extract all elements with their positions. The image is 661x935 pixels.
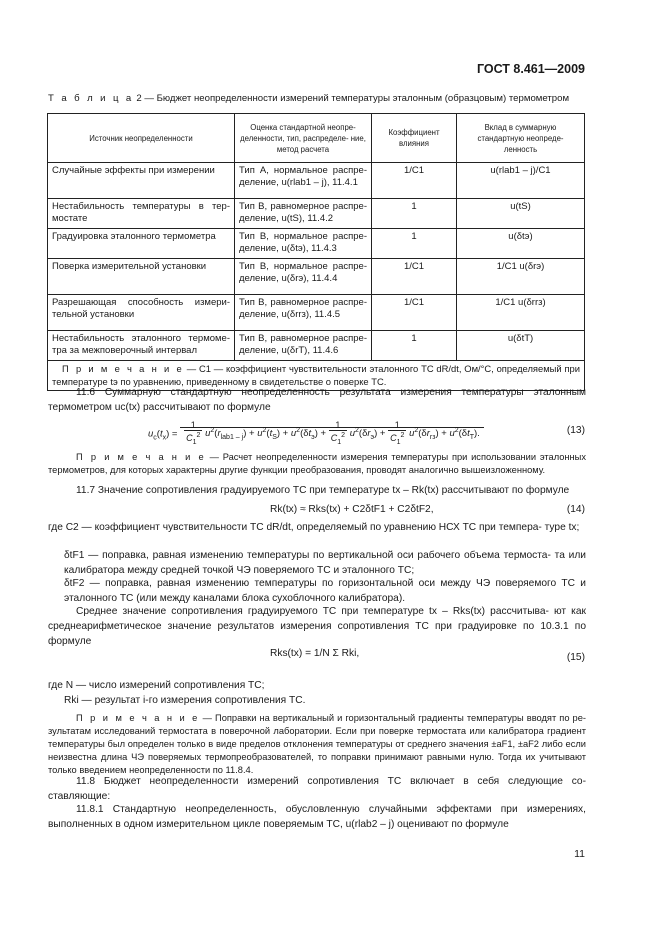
cell-estimate: Тип В, равномерное распре- деление, u(δrrз), 11.4.5 (235, 295, 372, 331)
table-note-label: П р и м е ч а н и е (62, 363, 184, 374)
paragraph-11-6: 11.6 Суммарную стандартную неопределенность результата измерения температуры эталонным термометром uc(tx) рассчитывают по формуле (48, 387, 586, 413)
definition-rki: Rki — результат i-го измерения сопротивления ТС. (64, 695, 306, 706)
formula-13: $u_c(t_x)$ = $\frac{1}{C_1^2}$ $u^2(r_{lab1 - j}) + u^2(t_S) + u^2(\delta t_э)$ + $\frac{1}{C_1^2}$ $u^2(\delta r_э)$ + $\frac{1}{C_1^2}$ $u^2(\delta r_{rз}) + u^2(\delta t_T)$. (148, 420, 484, 448)
note-3 (48, 712, 586, 777)
cell-contrib: 1/C1 u(δrэ) (457, 259, 585, 295)
cell-estimate: Тип А, нормальное распре- деление, u(rlab1 – j), 11.4.1 (235, 163, 372, 199)
cell-contrib: u(δtэ) (457, 229, 585, 259)
cell-estimate: Тип В, равномерное распре- деление, u(δrT), 11.4.6 (235, 331, 372, 361)
table-row (48, 229, 585, 259)
cell-contrib: u(rlab1 – j)/C1 (457, 163, 585, 199)
cell-source: Нестабильность температуры в тер- мостате (48, 199, 235, 229)
table-row (48, 331, 585, 361)
note-3-label: П р и м е ч а н и е (76, 713, 200, 723)
cell-contrib: u(δtT) (457, 331, 585, 361)
paragraph-11-7: 11.7 Значение сопротивления градуируемого ТС при температуре tx – Rk(tx) рассчитывают по формуле (76, 485, 570, 496)
cell-source: Поверка измерительной установки (48, 259, 235, 295)
table-caption-text: 2 — Бюджет неопределенности измерений температуры эталонным (образцовым) термометром (136, 93, 570, 104)
paragraph-mean-value: Среднее значение сопротивления градуируемого ТС при температуре tx – Rks(tx) рассчитыва- ют как среднеарифметическое значение результатов измерения сопротивления ТС при градуировке по 10.3.1 по формуле (48, 606, 586, 647)
cell-coef: 1 (372, 199, 457, 229)
formula-13-number: (13) (566, 425, 585, 436)
note-3-text: — Поправки на вертикальный и горизонтальный градиенты температуры вводят по ре- зультатам исследований термостата в поверочной лаборатории. Если при поверке термостата или калибратора градиент температуры был определен только в виде пределов отклонения температуры от среднего значения ±aF1, ±aF2 либо если неизвестна длина ЧЭ поверяемых термопреобразователей, то поправки принимают равными нулю. Тогда их учитывают только введением неопределенности по 11.8.4. (48, 713, 586, 775)
definition-dtf2: δtF2 — поправка, равная изменению температуры по горизонтальной оси между ЧЭ поверяемого ТС и эталонного ТС (или между каналами блока сухоблочного калибратора). (64, 578, 586, 604)
table-row (48, 259, 585, 295)
cell-coef: 1 (372, 229, 457, 259)
paragraph-11-8-1: 11.8.1 Стандартную неопределенность, обусловленную случайными эффектами при измерениях, выполненных в одном измерительном цикле поверяемым ТС, u(rlab2 – j) оценивают по формуле (48, 804, 586, 830)
cell-source: Случайные эффекты при измерении (48, 163, 235, 199)
definition-c2: где C2 — коэффициент чувствительности ТС dR/dt, определяемый по уравнению НСХ ТС при темпера- туре tx; (48, 522, 580, 533)
cell-source: Нестабильность эталонного термоме- тра за межповерочный интервал (48, 331, 235, 361)
cell-estimate: Тип В, нормальное распре- деление, u(δtэ), 11.4.3 (235, 229, 372, 259)
col-header-coef: Коэффициент влияния (372, 114, 457, 163)
table-note-text: — C1 — коэффициент чувствительности эталонного ТС dR/dt, Ом/°С, определяемый при температуре tэ по уравнению, приведенному в свидетельстве о поверке ТС. (52, 363, 580, 387)
cell-source: Градуировка эталонного термометра (48, 229, 235, 259)
table-caption-label: Т а б л и ц а (48, 93, 134, 104)
formula-14-number: (14) (566, 504, 585, 515)
document-header: ГОСТ 8.461—2009 (476, 62, 585, 76)
paragraph-11-8: 11.8 Бюджет неопределенности измерений сопротивления ТС включает в себя следующие со- ставляющие: (48, 776, 586, 802)
cell-estimate: Тип В, равномерное распре- деление, u(tS), 11.4.2 (235, 199, 372, 229)
formula-15-number: (15) (566, 652, 585, 663)
cell-estimate: Тип В, нормальное распре- деление, u(δrэ), 11.4.4 (235, 259, 372, 295)
cell-contrib: 1/C1 u(δrrз) (457, 295, 585, 331)
definition-n: где N — число измерений сопротивления ТС; (48, 680, 265, 691)
formula-15: Rks(tx) = 1/N Σ Rki, (270, 648, 360, 659)
definition-dtf1: δtF1 — поправка, равная изменению температуры по вертикальной оси рабочего объема термоста- та или калибратора между средней точкой ЧЭ поверяемого ТС и эталонного ТС; (64, 550, 586, 576)
page-number: 11 (574, 848, 585, 860)
table-header-row (48, 114, 585, 163)
table-caption (48, 93, 569, 104)
cell-contrib: u(tS) (457, 199, 585, 229)
uncertainty-budget-table (47, 113, 585, 391)
table-row (48, 295, 585, 331)
col-header-source: Источник неопределенности (48, 114, 235, 163)
note-2-text: — Расчет неопределенности измерения температуры при использовании эталонных термометров, для которых характерны другие функции преобразования, проводят аналогично вышеизложенному. (48, 452, 586, 475)
cell-source: Разрешающая способность измери- тельной установки (48, 295, 235, 331)
col-header-contrib: Вклад в суммарную стандартную неопреде- ленность (457, 114, 585, 163)
cell-coef: 1/C1 (372, 295, 457, 331)
cell-coef: 1/C1 (372, 163, 457, 199)
cell-coef: 1/C1 (372, 259, 457, 295)
table-row (48, 163, 585, 199)
table-row (48, 199, 585, 229)
note-2 (48, 451, 586, 477)
formula-14: Rk(tx) ≈ Rks(tx) + C2δtF1 + C2δtF2, (270, 504, 434, 515)
col-header-estimate: Оценка стандартной неопре- деленности, тип, распределе- ние, метод расчета (235, 114, 372, 163)
cell-coef: 1 (372, 331, 457, 361)
note-2-label: П р и м е ч а н и е (76, 452, 206, 462)
